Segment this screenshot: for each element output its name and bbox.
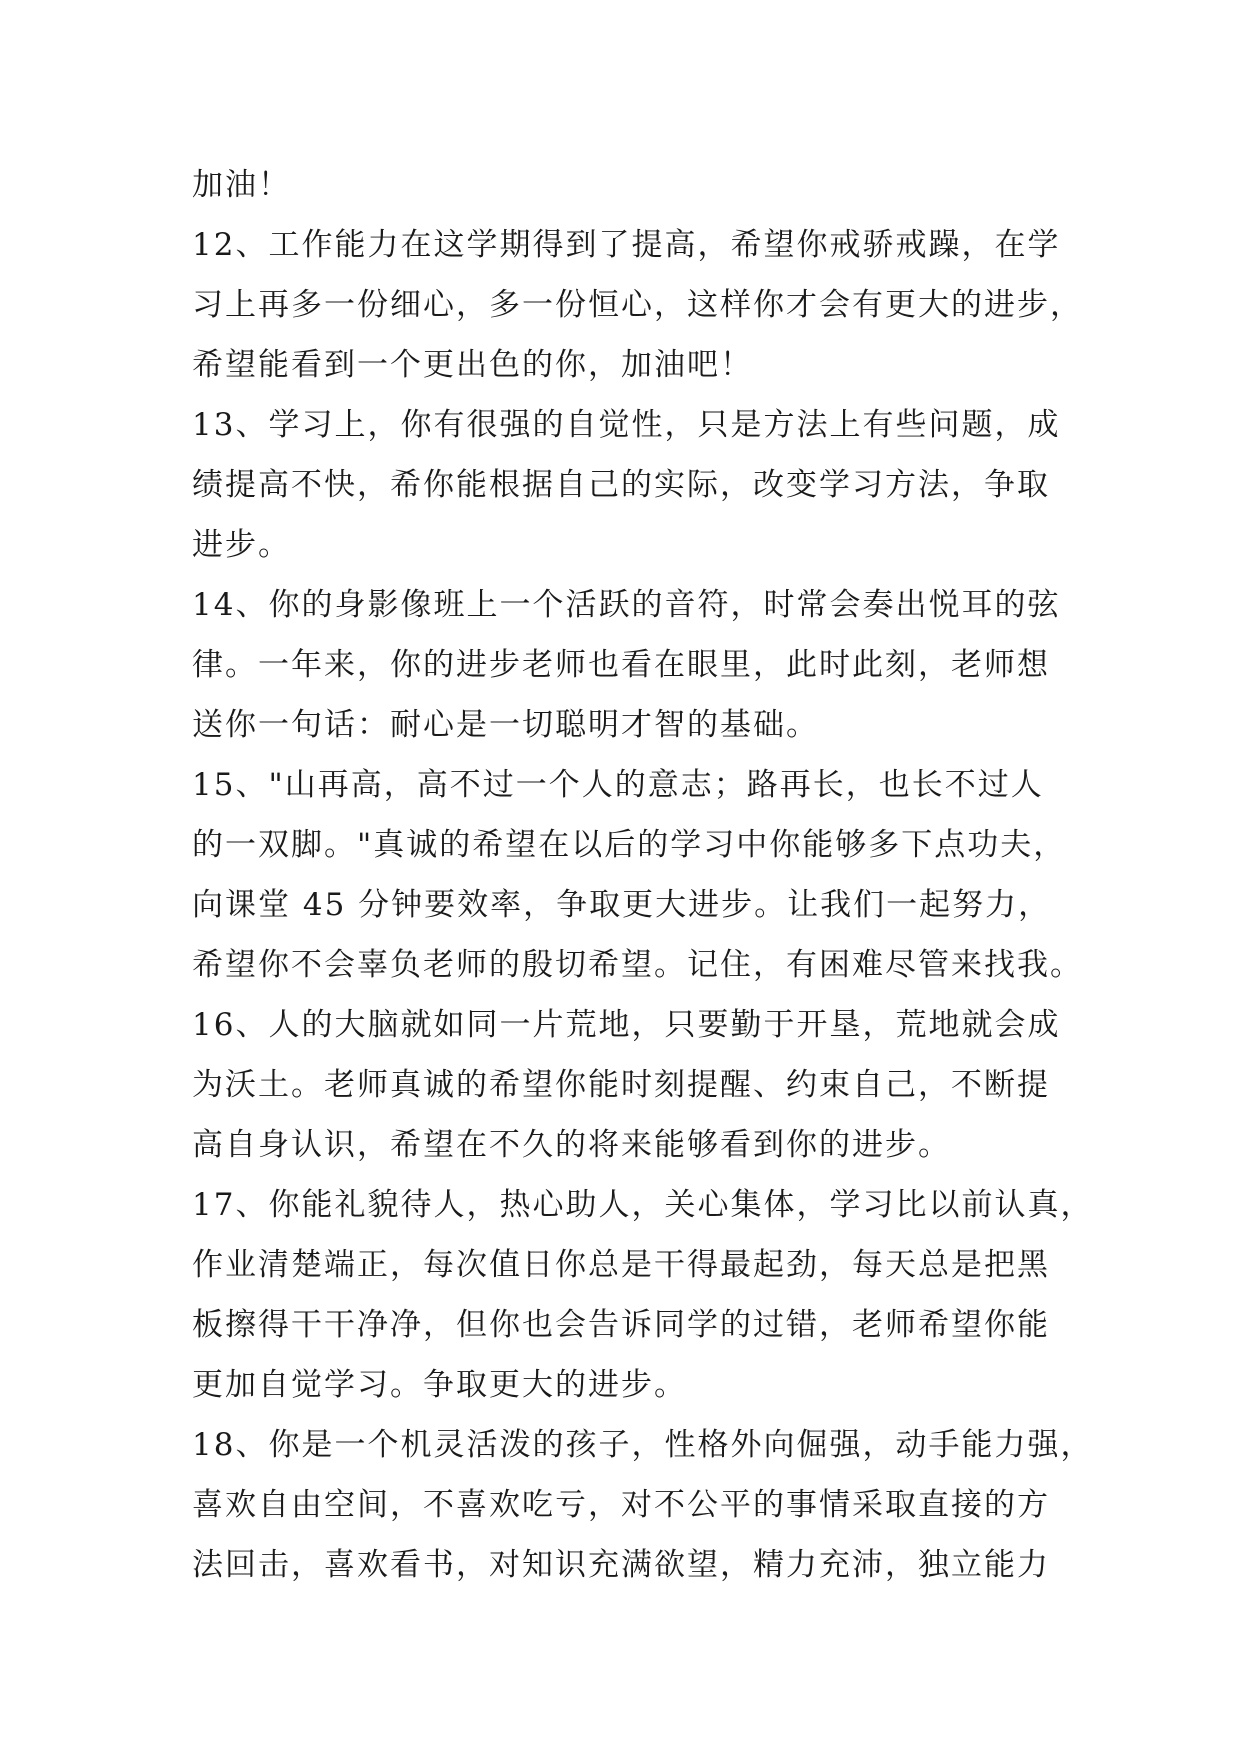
text-line: 向课堂 45 分钟要效率，争取更大进步。让我们一起努力， [192, 887, 1052, 923]
text-line: 14、你的身影像班上一个活跃的音符，时常会奏出悦耳的弦 [192, 587, 1061, 623]
text-line: 送你一句话：耐心是一切聪明才智的基础。 [192, 707, 819, 743]
text-line: 法回击，喜欢看书，对知识充满欲望，精力充沛，独立能力 [192, 1547, 1050, 1583]
text-line: 17、你能礼貌待人，热心助人，关心集体，学习比以前认真， [192, 1187, 1094, 1223]
text-line: 16、人的大脑就如同一片荒地，只要勤于开垦，荒地就会成 [192, 1007, 1061, 1043]
text-line: 更加自觉学习。争取更大的进步。 [192, 1367, 687, 1403]
text-line: 18、你是一个机灵活泼的孩子，性格外向倔强，动手能力强， [192, 1427, 1094, 1463]
text-line: 希望你不会辜负老师的殷切希望。记住，有困难尽管来找我。 [192, 947, 1083, 983]
text-line: 希望能看到一个更出色的你，加油吧！ [192, 347, 753, 383]
text-line: 加油！ [192, 167, 291, 203]
text-line: 为沃土。老师真诚的希望你能时刻提醒、约束自己，不断提 [192, 1067, 1050, 1103]
text-line: 绩提高不快，希你能根据自己的实际，改变学习方法，争取 [192, 467, 1050, 503]
text-line: 习上再多一份细心，多一份恒心，这样你才会有更大的进步， [192, 287, 1083, 323]
text-line: 13、学习上，你有很强的自觉性，只是方法上有些问题，成 [192, 407, 1061, 443]
text-line: 板擦得干干净净，但你也会告诉同学的过错，老师希望你能 [192, 1307, 1050, 1343]
text-line: 的一双脚。"真诚的希望在以后的学习中你能够多下点功夫， [192, 827, 1067, 863]
text-line: 高自身认识，希望在不久的将来能够看到你的进步。 [192, 1127, 951, 1163]
text-line: 进步。 [192, 527, 291, 563]
text-line: 15、"山再高，高不过一个人的意志；路再长，也长不过人 [192, 767, 1044, 803]
text-line: 作业清楚端正，每次值日你总是干得最起劲，每天总是把黑 [192, 1247, 1050, 1283]
text-line: 律。一年来，你的进步老师也看在眼里，此时此刻，老师想 [192, 647, 1050, 683]
text-line: 12、工作能力在这学期得到了提高，希望你戒骄戒躁，在学 [192, 227, 1061, 263]
text-line: 喜欢自由空间，不喜欢吃亏，对不公平的事情采取直接的方 [192, 1487, 1050, 1523]
